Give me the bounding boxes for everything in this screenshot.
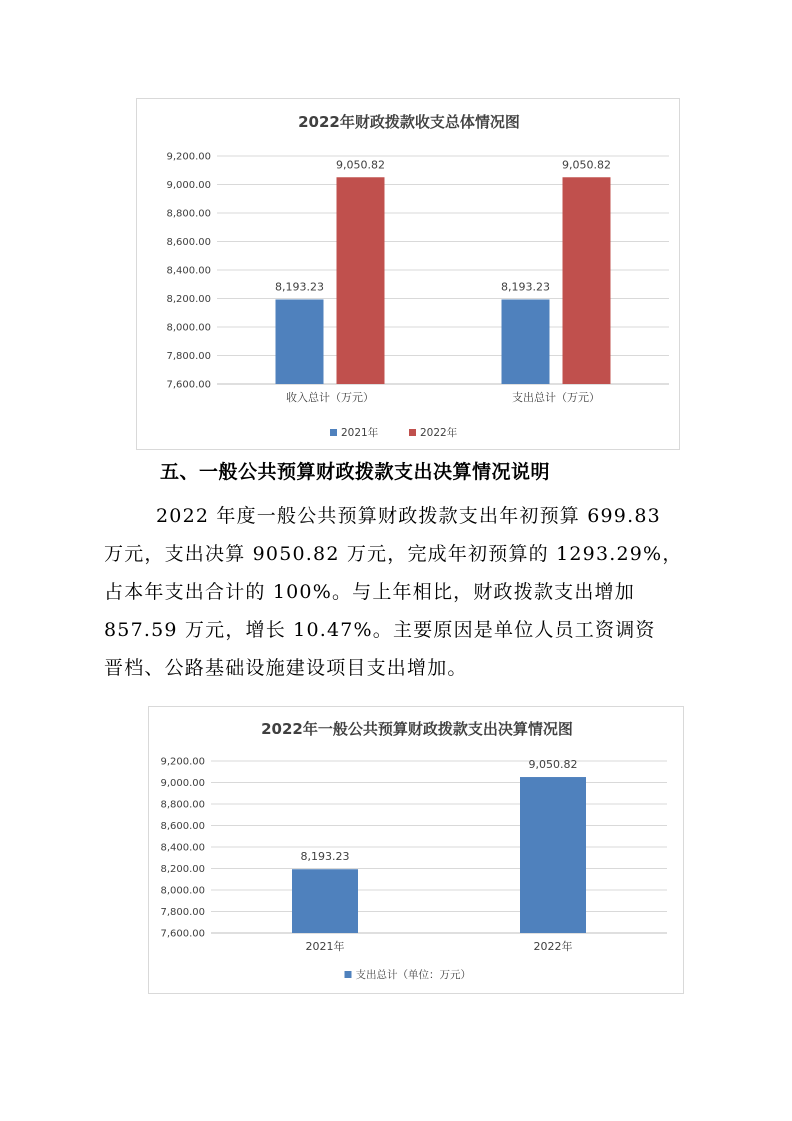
y-tick-label: 8,600.00: [166, 237, 211, 248]
chart-canvas: [149, 707, 685, 995]
x-category-label: 收入总计（万元）: [286, 391, 374, 404]
paragraph-line: 占本年支出合计的 100%。与上年相比，财政拨款支出增加: [104, 581, 635, 603]
bar: [563, 177, 611, 384]
data-label: 8,193.23: [275, 280, 324, 294]
x-category-label: 2021年: [305, 940, 345, 953]
y-tick-label: 7,800.00: [160, 907, 205, 918]
data-label: 9,050.82: [562, 158, 611, 172]
y-tick-label: 8,000.00: [166, 322, 211, 334]
chart-title: 2022年一般公共预算财政拨款支出决算情况图: [261, 720, 573, 738]
bar: [520, 777, 586, 933]
data-label: 9,050.82: [528, 758, 578, 772]
paragraph-line: 晋档、公路基础设施建设项目支出增加。: [104, 657, 468, 679]
y-tick-label: 8,600.00: [160, 821, 205, 832]
paragraph-line: 857.59 万元，增长 10.47%。主要原因是单位人员工资调资: [104, 619, 656, 641]
legend-swatch: [345, 971, 352, 978]
y-tick-label: 9,200.00: [160, 756, 205, 768]
section-heading: 五、一般公共预算财政拨款支出决算情况说明: [160, 461, 551, 483]
y-tick-label: 9,000.00: [160, 778, 205, 789]
paragraph-line: 2022 年度一般公共预算财政拨款支出年初预算 699.83: [156, 505, 661, 527]
y-tick-label: 8,000.00: [160, 885, 205, 897]
y-tick-label: 7,600.00: [166, 379, 211, 391]
y-tick-label: 8,400.00: [160, 842, 205, 854]
y-tick-label: 8,200.00: [160, 864, 205, 875]
legend-swatch: [330, 429, 337, 436]
data-label: 9,050.82: [336, 158, 385, 172]
bar: [337, 177, 385, 384]
y-tick-label: 8,400.00: [166, 265, 211, 277]
data-label: 8,193.23: [501, 280, 550, 294]
y-tick-label: 7,600.00: [160, 928, 205, 940]
bar: [292, 869, 358, 933]
bar: [502, 299, 550, 384]
chart-title: 2022年财政拨款收支总体情况图: [298, 113, 520, 131]
y-tick-label: 7,800.00: [166, 351, 211, 362]
y-tick-label: 8,800.00: [160, 799, 205, 811]
y-tick-label: 9,000.00: [166, 180, 211, 191]
overall-revenue-expense-chart: [136, 98, 680, 450]
x-category-label: 2022年: [533, 940, 573, 953]
y-tick-label: 8,200.00: [166, 294, 211, 305]
chart-canvas: [137, 99, 681, 451]
legend-label: 支出总计（单位：万元）: [355, 969, 471, 981]
general-budget-expense-chart: [148, 706, 684, 994]
bar: [276, 299, 324, 384]
y-tick-label: 9,200.00: [166, 151, 211, 163]
legend-label: 2022年: [420, 427, 458, 439]
section-paragraph: [104, 497, 704, 687]
y-tick-label: 8,800.00: [166, 208, 211, 220]
x-category-label: 支出总计（万元）: [512, 391, 600, 404]
paragraph-line: 万元，支出决算 9050.82 万元，完成年初预算的 1293.29%，: [104, 543, 683, 565]
legend-swatch: [409, 429, 416, 436]
data-label: 8,193.23: [300, 850, 350, 864]
legend-label: 2021年: [341, 427, 379, 439]
